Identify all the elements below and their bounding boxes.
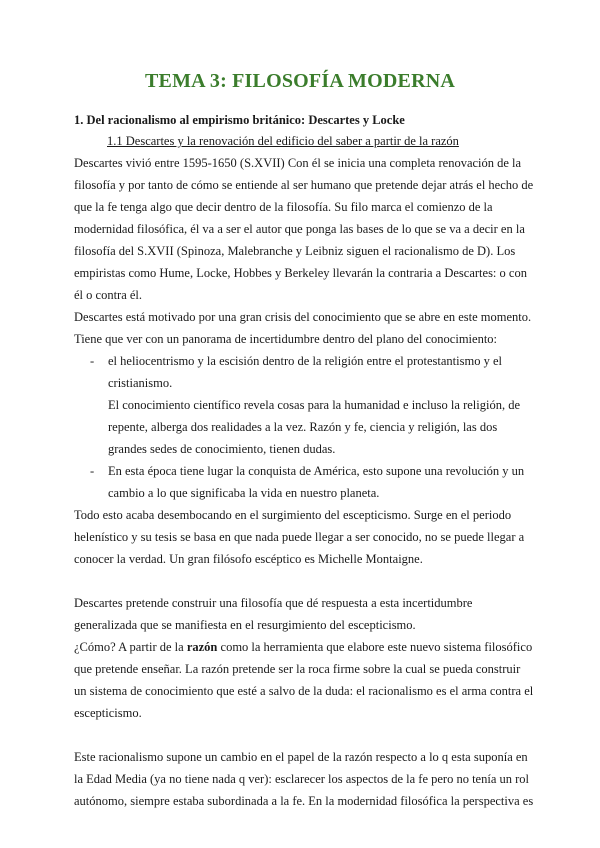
bullet-continuation: El conocimiento científico revela cosas para la humanidad e incluso la religión, de repente, alberga dos realidades a la vez. Razón y fe, ciencia y religión, las dos grandes sedes de conocimiento, tienen dudas. <box>108 398 520 456</box>
paragraph-reason <box>74 636 534 724</box>
document-body <box>74 152 534 812</box>
list-item <box>74 350 534 394</box>
reason-text-b: como la herramienta que elabore este nuevo sistema filosófico que pretende enseñar. La razón pretende ser la roca firme sobre la cual se pueda construir un sistema de conocimiento que esté a salvo de la duda: el racionalismo es el arma contra el escepticismo. <box>74 640 534 720</box>
list-item <box>74 460 534 504</box>
page-title: TEMA 3: FILOSOFÍA MODERNA <box>144 70 456 92</box>
bullet-america: En esta época tiene lugar la conquista de América, esto supone una revolución y un cambio a lo que significaba la vida en nuestro planeta. <box>108 464 525 500</box>
bullet-dash: - <box>90 464 95 478</box>
paragraph-skepticism: Todo esto acaba desembocando en el surgimiento del escepticismo. Surge en el periodo helenístico y su tesis se basa en que nada puede llegar a ser conocido, no se puede llegar a conocer la verdad. Un gran filósofo escéptico es Michelle Montaigne. <box>74 508 525 566</box>
subsection-heading: 1.1 Descartes y la renovación del edificio del saber a partir de la razón <box>107 134 459 148</box>
paragraph-crisis: Descartes está motivado por una gran crisis del conocimiento que se abre en este momento. Tiene que ver con un panorama de incertidumbre dentro del plano del conocimiento: <box>74 310 532 346</box>
bullet-heliocentrism: el heliocentrismo y la escisión dentro de la religión entre el protestantismo y el cristianismo. <box>108 354 502 390</box>
reason-bold: razón <box>186 640 218 654</box>
paragraph-descartes-goal: Descartes pretende construir una filosofía que dé respuesta a esta incertidumbre generalizada que se manifiesta en el resurgimiento del escepticismo. <box>74 596 473 632</box>
bullet-dash: - <box>90 354 95 368</box>
paragraph-descartes-intro: Descartes vivió entre 1595-1650 (S.XVII) Con él se inicia una completa renovación de la filosofía y por tanto de cómo se entiende al ser humano que pretende dejar atrás el hecho de que la fe tenga algo que decir dentro de la filosofía. Su filo marca el comienzo de la modernidad filosófica, él va a ser el autor que ponga las bases de lo que se va a decir en la filosofía del S.XVII (Spinoza, Malebranche y Leibniz siguen el racionalismo de D). Los empiristas como Hume, Locke, Hobbes y Berkeley llevarán la contraria a Descartes: o con él o contra él. <box>74 156 534 302</box>
paragraph-rationalism: Este racionalismo supone un cambio en el papel de la razón respecto a lo q esta suponía en la Edad Media (ya no tiene nada q ver): esclarecer los aspectos de la fe pero no tenía un rol autónomo, siempre estaba subordinada a la fe. En la modernidad filosófica la perspectiva es <box>74 750 534 808</box>
section-heading: 1. Del racionalismo al empirismo británico: Descartes y Locke <box>74 113 405 127</box>
reason-text-a: ¿Cómo? A partir de la <box>74 640 187 654</box>
